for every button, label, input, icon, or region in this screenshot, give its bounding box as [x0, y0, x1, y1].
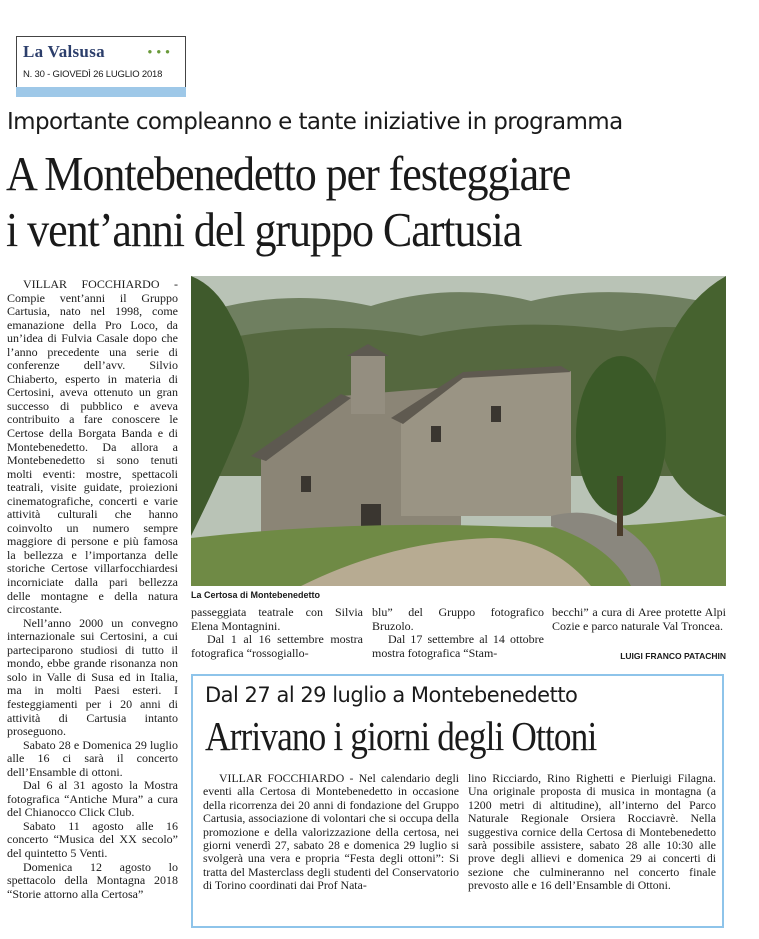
box-headline: Arrivano i giorni degli Ottoni [205, 713, 597, 759]
article-column-4 [552, 606, 726, 633]
masthead [16, 36, 186, 87]
paragraph: Domenica 12 agosto lo spettacolo della Montagna 2018 “Storie attorno alla Certosa” [7, 859, 178, 901]
issue-line: N. 30 - GIOVEDÌ 26 LUGLIO 2018 [23, 69, 163, 80]
article-column-3 [372, 606, 544, 660]
article-kicker: Importante compleanno e tante iniziative in programma [7, 109, 623, 135]
certosa-illustration [191, 276, 726, 586]
box-kicker: Dal 27 al 29 luglio a Montebenedetto [205, 683, 578, 707]
masthead-bar [16, 87, 186, 97]
logo-dots-icon: ● ● ● [147, 47, 171, 56]
paragraph: Dal 17 settembre al 14 ottobre mostra fotografica “Stam- [372, 632, 544, 660]
article-column-1 [7, 278, 178, 901]
paragraph: Sabato 28 e Domenica 29 luglio alle 16 ci sarà il concerto dell’Ensamble di ottoni. [7, 737, 178, 779]
box-column-2 [468, 772, 716, 893]
ottoni-box [191, 674, 724, 928]
photo-caption: La Certosa di Montebenedetto [191, 590, 321, 600]
article-headline [6, 146, 570, 258]
article-column-2 [191, 606, 363, 660]
paragraph: Dal 1 al 16 settembre mostra fotografica “rossogiallo- [191, 632, 363, 660]
newspaper-name: La Valsusa [23, 42, 105, 61]
box-column-1 [203, 772, 459, 893]
paragraph: Nell’anno 2000 un convegno internazionale sui Certosini, a cui parteciparono studiosi di tutto il mondo, ebbe grande risonanza non solo in Valle di Susa ed in Italia, ma in molti Paesi esteri. I festeggiamenti per i 20 anni di attività di Cartusia intanto proseguono. [7, 615, 178, 739]
paragraph: blu” del Gruppo fotografico Bruzolo. [372, 605, 544, 633]
paragraph: VILLAR FOCCHIARDO - Nel calendario degli eventi alla Certosa di Montebenedetto in occasione della ricorrenza dei 20 anni di fondazione del Gruppo Cartusia, associazione di volontari che si occupa della promozione e della valorizzazione della certosa, nei giorni venerdì 27, sabato 28 e domenica 29 luglio si svolgerà una vera e propria “Festa degli ottoni”: Si tratta del Masterclass degli studenti del Conservatorio di Torino coordinati dai Prof Nata- [203, 771, 459, 893]
paragraph: lino Ricciardo, Rino Righetti e Pierluigi Filagna. Una originale proposta di musica in montagna (a 1200 metri di altitudine), all’interno del Parco Naturale Regionale Orsiera Rocciavrè. Nella suggestiva cornice della Certosa di Montebenedetto sarà possibile assistere, sabato 28 alle 10:30 alle prove degli allievi e domenica 29 ai concerti di sezione che culmineranno nel concerto finale prevosto alle e 16 dell’Ensamble di Ottoni. [468, 771, 716, 893]
article-byline: LUIGI FRANCO PATACHIN [620, 651, 726, 661]
paragraph: passeggiata teatrale con Silvia Elena Montagnini. [191, 605, 363, 633]
paragraph: Sabato 11 agosto alle 16 concerto “Musica del XX secolo” del quintetto 5 Venti. [7, 818, 178, 860]
paragraph: VILLAR FOCCHIARDO - Compie vent’anni il Gruppo Cartusia, nato nel 1998, come emanazione della Pro Loco, da un’idea di Fulvia Casale dopo che l’anno precedente una serie di conferenze dell’avv. Silvio Chiaberto, esperto in materia di Certosini, aveva ottenuto un gran successo di pubblico e aveva contribuito a fare conoscere le Certose della Borgata Banda e di Montebenedetto. Da allora a Montebenedetto si sono tenuti molti eventi: mostre, spettacoli teatrali, visite guidate, proiezioni cinematografiche, concerti e varie attività culturali che hanno coinvolto un numero sempre maggiore di persone e più famosa la bellezza e l’importanza delle storiche Certose villarfocchiardesi incorniciate dalla pari bellezza delle montagne e della natura circostante. [7, 277, 178, 617]
paragraph: becchi” a cura di Aree protette Alpi Cozie e parco naturale Val Troncea. [552, 605, 726, 633]
headline-line-1: A Montebenedetto per festeggiare [6, 146, 571, 201]
paragraph: Dal 6 al 31 agosto la Mostra fotografica “Antiche Mura” a cura del Chianocco Click Club. [7, 778, 178, 820]
headline-line-2: i vent’anni del gruppo Cartusia [6, 202, 522, 257]
certosa-photo [191, 276, 726, 586]
